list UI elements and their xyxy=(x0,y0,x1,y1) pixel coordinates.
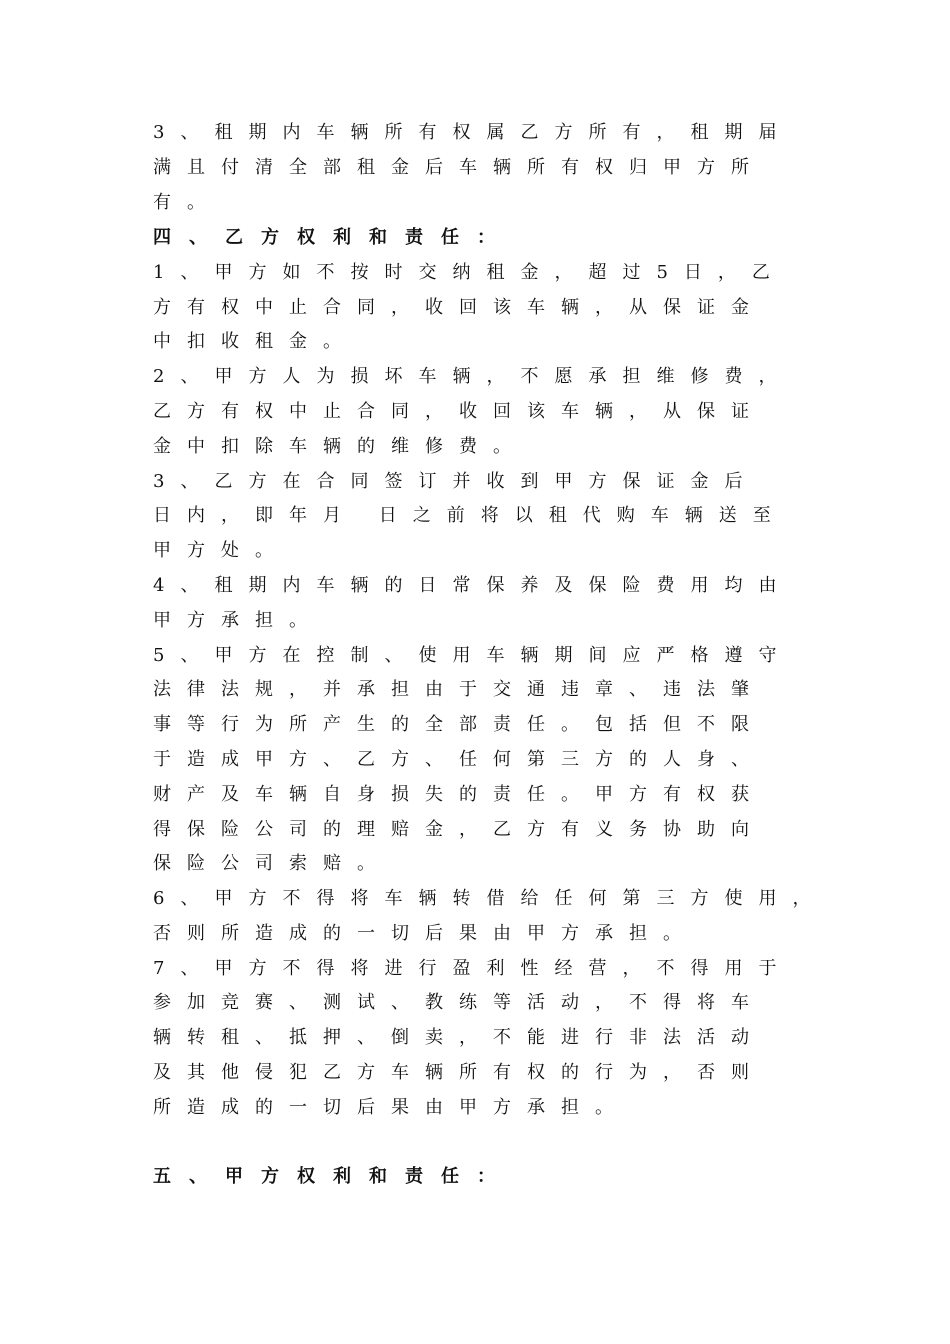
item-7-line-3: 辆转租、抵押、倒卖，不能进行非法活动 xyxy=(153,1027,765,1048)
clause-3-line-1: 3、租期内车辆所有权属乙方所有，租期届 xyxy=(153,122,793,143)
item-7-line-2: 参加竞赛、测试、教练等活动，不得将车 xyxy=(153,992,765,1013)
item-1-line-3: 中扣收租金。 xyxy=(153,331,357,352)
item-5-line-3: 事等行为所产生的全部责任。包括但不限 xyxy=(153,714,765,735)
item-7-line-4: 及其他侵犯乙方车辆所有权的行为，否则 xyxy=(153,1062,765,1083)
item-5-line-4: 于造成甲方、乙方、任何第三方的人身、 xyxy=(153,749,765,770)
item-5-line-6: 得保险公司的理赔金，乙方有义务协助向 xyxy=(153,819,765,840)
item-6-line-1: 6、甲方不得将车辆转借给任何第三方使用， xyxy=(153,888,827,909)
item-5-line-2: 法律法规，并承担由于交通违章、违法肇 xyxy=(153,679,765,700)
item-2-line-3: 金中扣除车辆的维修费。 xyxy=(153,436,527,457)
item-2-line-2: 乙方有权中止合同，收回该车辆，从保证 xyxy=(153,401,765,422)
item-5-line-5: 财产及车辆自身损失的责任。甲方有权获 xyxy=(153,784,765,805)
clause-3-line-3: 有。 xyxy=(153,192,221,213)
item-6-line-2: 否则所造成的一切后果由甲方承担。 xyxy=(153,923,697,944)
item-7-line-5: 所造成的一切后果由甲方承担。 xyxy=(153,1097,629,1118)
item-4-line-2: 甲方承担。 xyxy=(153,610,323,631)
item-3-line-1: 3、乙方在合同签订并收到甲方保证金后 xyxy=(153,471,759,492)
item-1-line-1: 1、甲方如不按时交纳租金，超过5日，乙 xyxy=(153,262,786,283)
item-5-line-7: 保险公司索赔。 xyxy=(153,853,391,874)
item-7-line-1: 7、甲方不得将进行盈利性经营，不得用于 xyxy=(153,958,793,979)
item-3-line-2: 日内，即年月 日之前将以租代购车辆送至 xyxy=(153,505,787,526)
item-1-line-2: 方有权中止合同，收回该车辆，从保证金 xyxy=(153,297,765,318)
item-2-line-1: 2、甲方人为损坏车辆，不愿承担维修费， xyxy=(153,366,793,387)
section-heading-5: 五、甲方权利和责任： xyxy=(153,1166,513,1187)
clause-3-line-2: 满且付清全部租金后车辆所有权归甲方所 xyxy=(153,157,765,178)
item-5-line-1: 5、甲方在控制、使用车辆期间应严格遵守 xyxy=(153,645,793,666)
item-4-line-1: 4、租期内车辆的日常保养及保险费用均由 xyxy=(153,575,793,596)
section-heading-4: 四、乙方权利和责任： xyxy=(153,227,513,248)
item-3-line-3: 甲方处。 xyxy=(153,540,289,561)
